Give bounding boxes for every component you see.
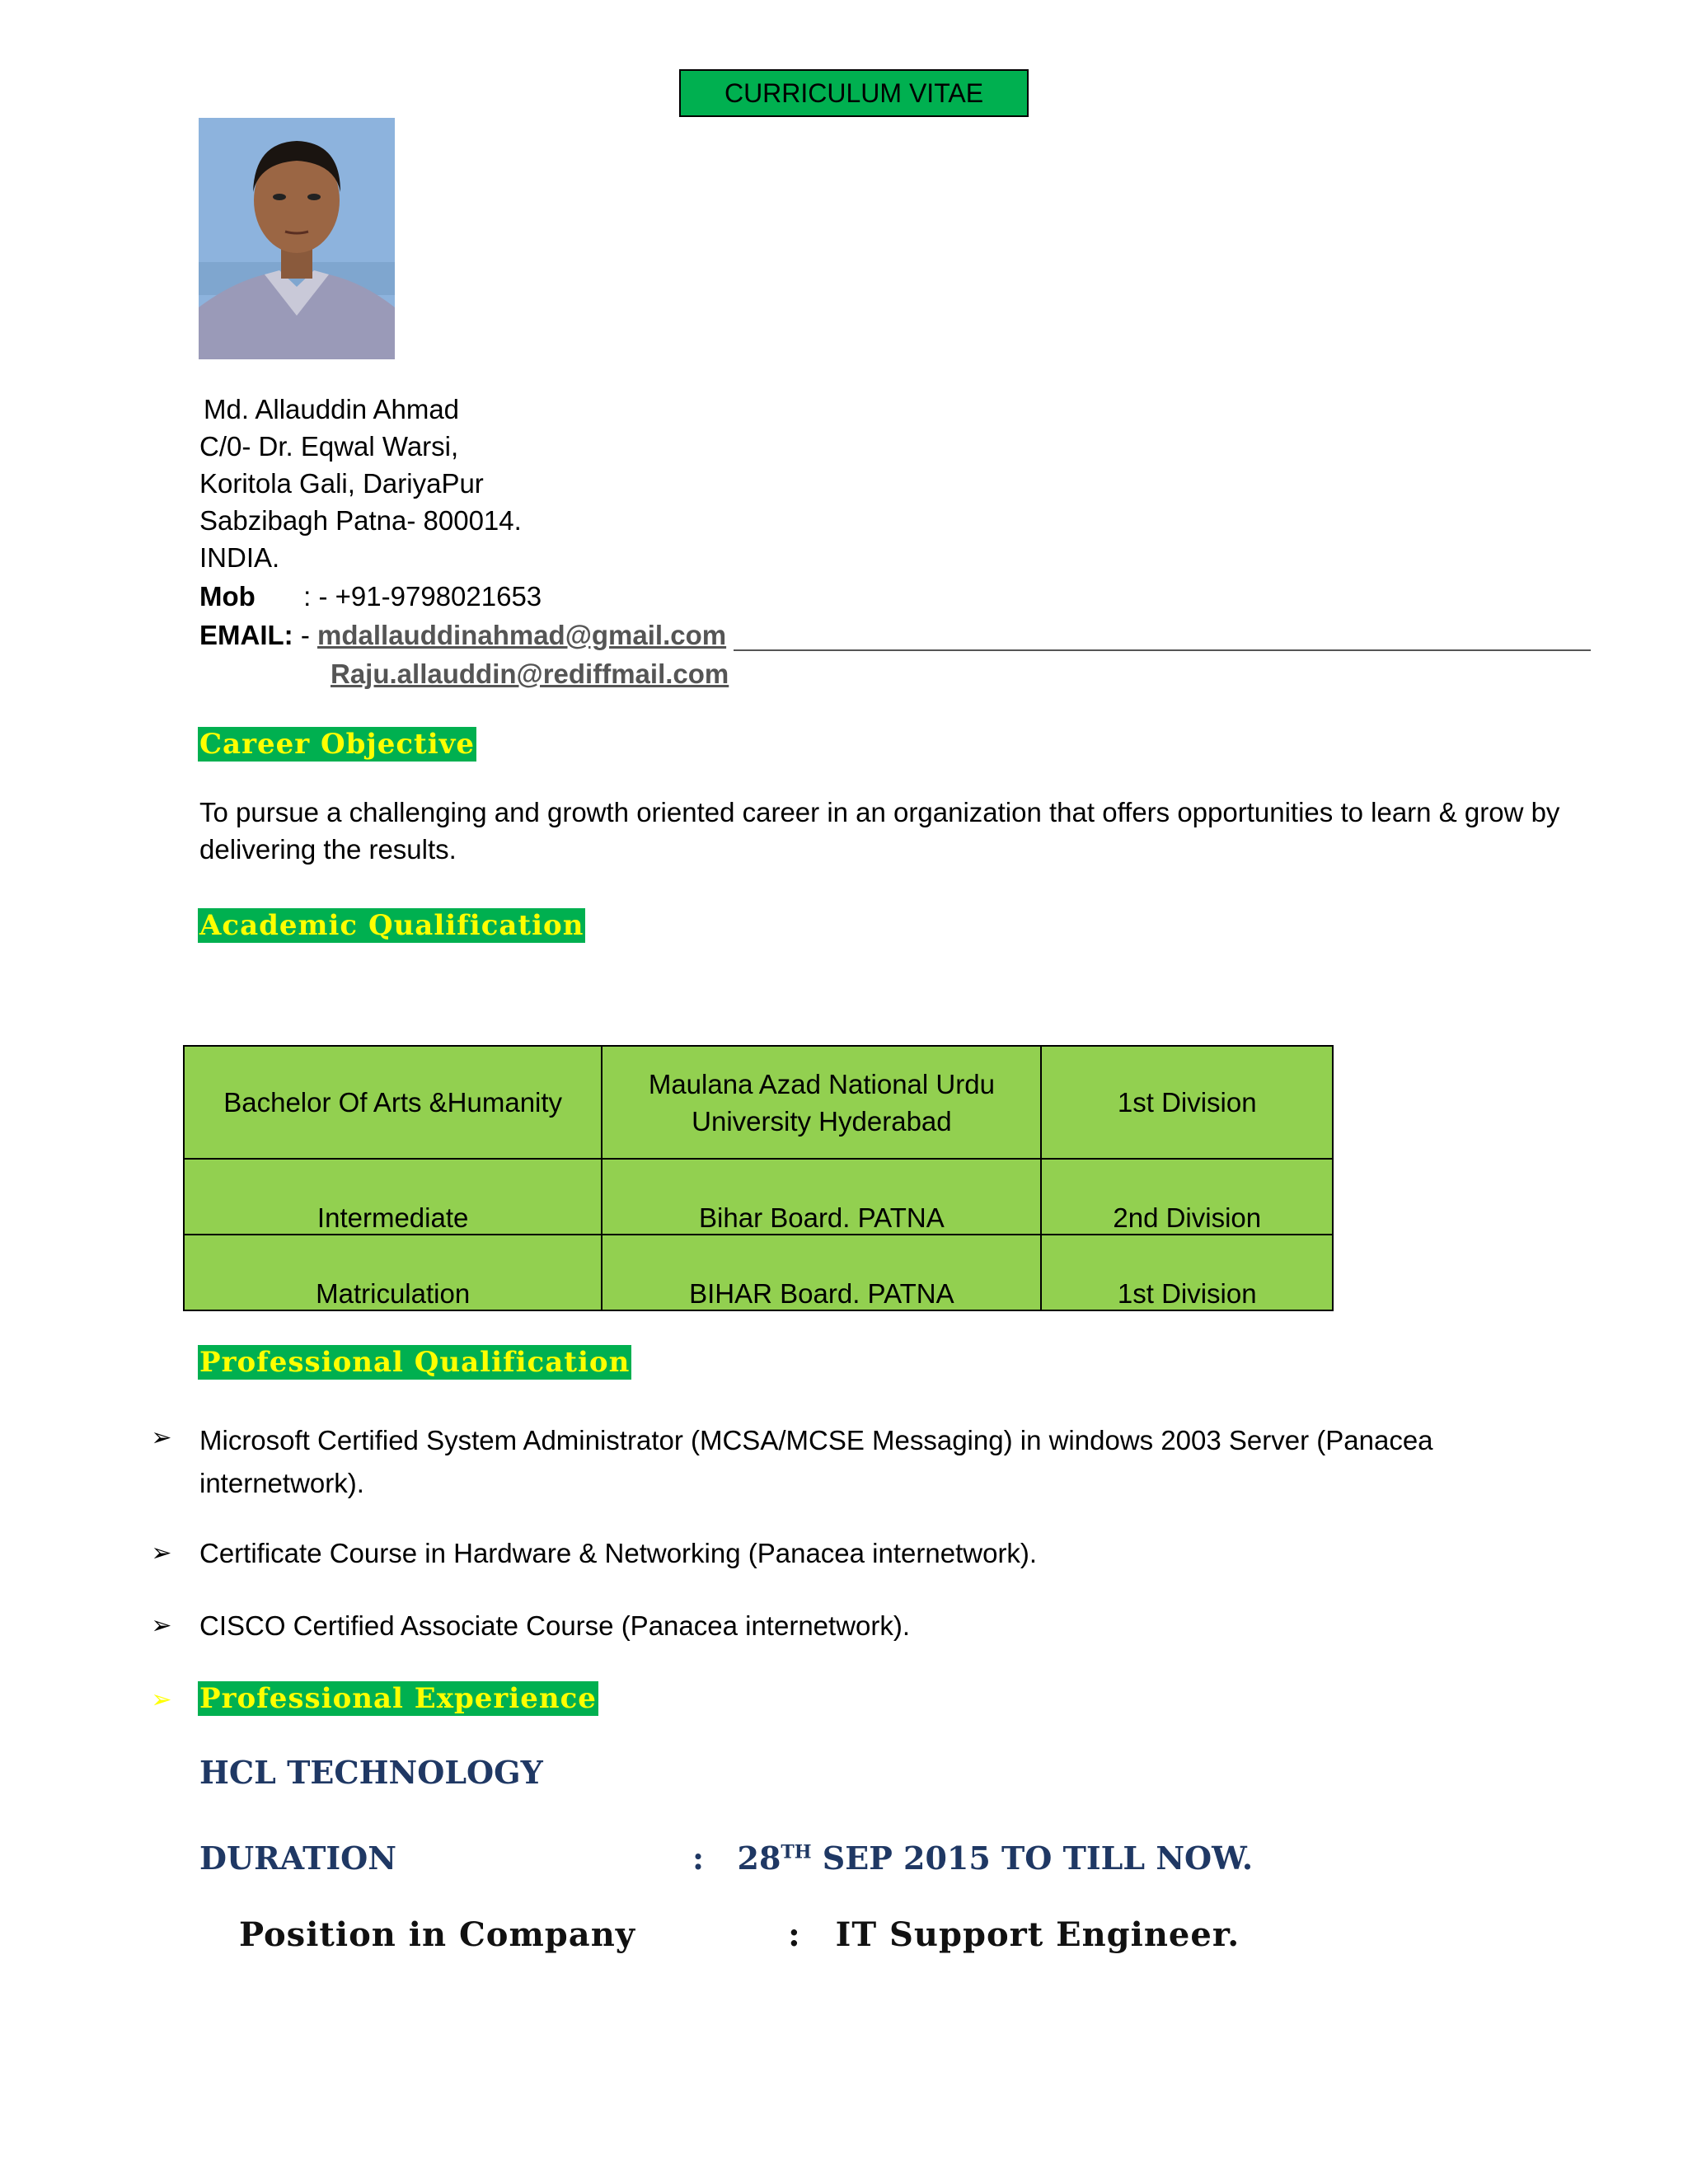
email-divider (734, 649, 1591, 651)
arrow-bullet-icon: ➢ (151, 1540, 172, 1567)
academic-table (183, 1045, 1334, 1311)
email-label: EMAIL: (199, 620, 293, 650)
address-line-2: Koritola Gali, DariyaPur (199, 468, 484, 499)
company-name: HCL TECHNOLOGY (199, 1754, 543, 1791)
table-cell: 1st Division (1041, 1046, 1333, 1159)
duration-day: 28 (737, 1840, 781, 1877)
academic-qualification-heading: Academic Qualification (199, 909, 584, 942)
mobile-separator: : - (303, 581, 328, 612)
position-value: IT Support Engineer. (835, 1915, 1240, 1954)
email-row (199, 616, 726, 654)
email-link-1[interactable]: mdallauddinahmad@gmail.com (317, 620, 727, 650)
table-row (184, 1235, 1333, 1310)
table-cell: 1st Division (1041, 1235, 1333, 1310)
address-line-3: Sabzibagh Patna- 800014. (199, 505, 522, 536)
table-cell: Bachelor Of Arts &Humanity (184, 1046, 602, 1159)
email-separator: - (300, 620, 310, 650)
position-value-row (788, 1915, 1240, 1954)
list-item: Microsoft Certified System Administrator (MCSA/MCSE Messaging) in windows 2003 Server (Panacea internetwork). (199, 1425, 1433, 1498)
arrow-bullet-icon: ➢ (151, 1686, 172, 1713)
professional-qualification-heading: Professional Qualification (199, 1346, 631, 1379)
table-cell: BIHAR Board. PATNA (602, 1235, 1041, 1310)
duration-separator: : (692, 1840, 705, 1877)
profile-photo (199, 118, 395, 359)
table-cell: 2nd Division (1041, 1159, 1333, 1235)
duration-label: DURATION (199, 1840, 396, 1877)
mobile-number: +91-9798021653 (335, 581, 542, 612)
cv-title: CURRICULUM VITAE (679, 69, 1029, 117)
table-cell: Intermediate (184, 1159, 602, 1235)
position-separator: : (788, 1915, 801, 1954)
mobile-label: Mob (199, 581, 256, 612)
list-item: Certificate Course in Hardware & Networking (Panacea internetwork). (199, 1538, 1038, 1568)
duration-value (692, 1840, 1253, 1877)
position-label: Position in Company (239, 1915, 636, 1954)
list-item: CISCO Certified Associate Course (Panacea internetwork). (199, 1610, 911, 1641)
professional-experience-heading: Professional Experience (199, 1682, 597, 1715)
table-cell: Matriculation (184, 1235, 602, 1310)
address-line-4: INDIA. (199, 542, 280, 573)
career-objective-text: To pursue a challenging and growth oriented career in an organization that offers opportunities to learn & grow by delivering the results. (199, 797, 1560, 865)
arrow-bullet-icon: ➢ (151, 1424, 172, 1451)
email-row-2 (331, 655, 729, 692)
table-cell: Maulana Azad National Urdu University Hyderabad (602, 1046, 1041, 1159)
duration-day-suffix: TH (781, 1841, 812, 1863)
mobile-row (199, 578, 542, 615)
table-cell: Bihar Board. PATNA (602, 1159, 1041, 1235)
arrow-bullet-icon: ➢ (151, 1612, 172, 1639)
address-line-1: C/0- Dr. Eqwal Warsi, (199, 431, 459, 462)
duration-rest: SEP 2015 TO TILL NOW. (822, 1840, 1254, 1877)
email-link-2[interactable]: Raju.allauddin@rediffmail.com (331, 658, 729, 689)
table-row (184, 1046, 1333, 1159)
career-objective-heading: Career Objective (199, 728, 476, 761)
table-row (184, 1159, 1333, 1235)
contact-name: Md. Allauddin Ahmad (204, 394, 460, 424)
